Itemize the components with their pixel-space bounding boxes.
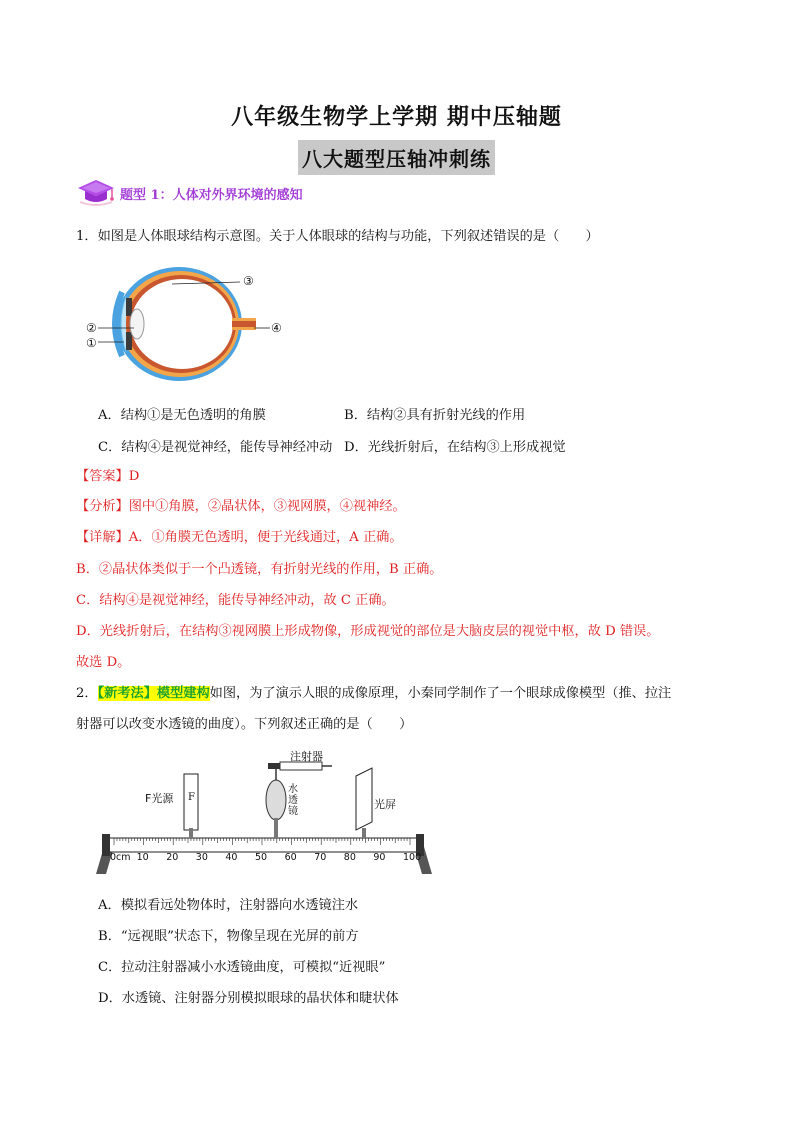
label-syringe: 注射器 bbox=[290, 750, 323, 763]
scale-label: 0cm bbox=[110, 852, 131, 863]
q2-tag bbox=[98, 686, 210, 701]
scale-label: 20 bbox=[166, 852, 179, 863]
graduation-cap-icon bbox=[76, 178, 116, 208]
section-heading bbox=[76, 178, 303, 208]
scale-label: 90 bbox=[373, 852, 386, 863]
q2-tag-new: 【新考法】 bbox=[97, 686, 157, 701]
eye-diagram bbox=[84, 262, 294, 386]
q1-option-d: D．光线折射后，在结构③上形成视觉 bbox=[344, 440, 566, 455]
q2-stem-line2: 射器可以改变水透镜的曲度）。下列叙述正确的是（ ） bbox=[76, 717, 413, 732]
scale-label: 30 bbox=[195, 852, 208, 863]
q2-stem-line1 bbox=[76, 685, 671, 703]
scale-label: 60 bbox=[284, 852, 297, 863]
q1-detail-line: 故选 D。 bbox=[76, 655, 131, 670]
lens-char: 透 bbox=[288, 795, 298, 806]
scale-label: 100 bbox=[403, 852, 422, 863]
q1-detail-line: B．②晶状体类似于一个凸透镜，有折射光线的作用，B 正确。 bbox=[76, 562, 443, 577]
section-label: 题型 1：人体对外界环境的感知 bbox=[120, 187, 303, 203]
scale-label: 70 bbox=[314, 852, 327, 863]
lens-char: 水 bbox=[288, 784, 298, 795]
q2-number: 2． bbox=[76, 686, 98, 701]
q2-option-b: B．“远视眼”状态下，物像呈现在光屏的前方 bbox=[98, 929, 359, 944]
scale-label: 50 bbox=[255, 852, 268, 863]
label-light-letter: F bbox=[188, 792, 195, 803]
q1-option-b: B．结构②具有折射光线的作用 bbox=[344, 408, 526, 423]
subtitle-wrap bbox=[0, 140, 793, 175]
scale-label: 10 bbox=[136, 852, 149, 863]
eye-label-2: ② bbox=[86, 321, 97, 335]
q1-detail-line: C．结构④是视觉神经，能传导神经冲动，故 C 正确。 bbox=[76, 593, 395, 608]
lens-char: 镜 bbox=[288, 806, 298, 817]
q1-option-c: C．结构④是视觉神经，能传导神经冲动 bbox=[98, 440, 333, 455]
eye-label-4: ④ bbox=[271, 321, 282, 335]
scale-label: 80 bbox=[343, 852, 356, 863]
q1-option-a: A．结构①是无色透明的角膜 bbox=[98, 408, 266, 423]
q1-stem: 1．如图是人体眼球结构示意图。关于人体眼球的结构与功能，下列叙述错误的是（ ） bbox=[76, 229, 599, 244]
q2-option-d: D．水透镜、注射器分别模拟眼球的晶状体和睫状体 bbox=[98, 991, 399, 1006]
q1-analysis: 【分析】图中①角膜，②晶状体，③视网膜，④视神经。 bbox=[76, 499, 406, 514]
label-water-lens bbox=[288, 784, 298, 817]
q1-answer: 【答案】D bbox=[76, 469, 140, 484]
page-subtitle: 八大题型压轴冲刺练 bbox=[298, 140, 495, 175]
page-title: 八年级生物学上学期 期中压轴题 bbox=[231, 105, 562, 130]
q2-option-a: A．模拟看远处物体时，注射器向水透镜注水 bbox=[98, 898, 359, 913]
label-light-source: F光源 bbox=[145, 792, 174, 805]
q2-stem-text: 如图，为了演示人眼的成像原理，小秦同学制作了一个眼球成像模型（推、拉注 bbox=[209, 686, 672, 701]
eye-label-1: ① bbox=[86, 336, 97, 350]
scale-label: 40 bbox=[225, 852, 238, 863]
q1-detail-line: D．光线折射后，在结构③视网膜上形成物像，形成视觉的部位是大脑皮层的视觉中枢，故 D 错误。 bbox=[76, 624, 660, 639]
label-screen: 光屏 bbox=[374, 798, 396, 811]
eye-label-3: ③ bbox=[243, 274, 254, 288]
q2-option-c: C．拉动注射器减小水透镜曲度，可模拟“近视眼” bbox=[98, 960, 386, 975]
q2-tag-model: 模型建构 bbox=[156, 686, 210, 701]
q1-detail-line: 【详解】A．①角膜无色透明，便于光线通过，A 正确。 bbox=[76, 530, 403, 545]
